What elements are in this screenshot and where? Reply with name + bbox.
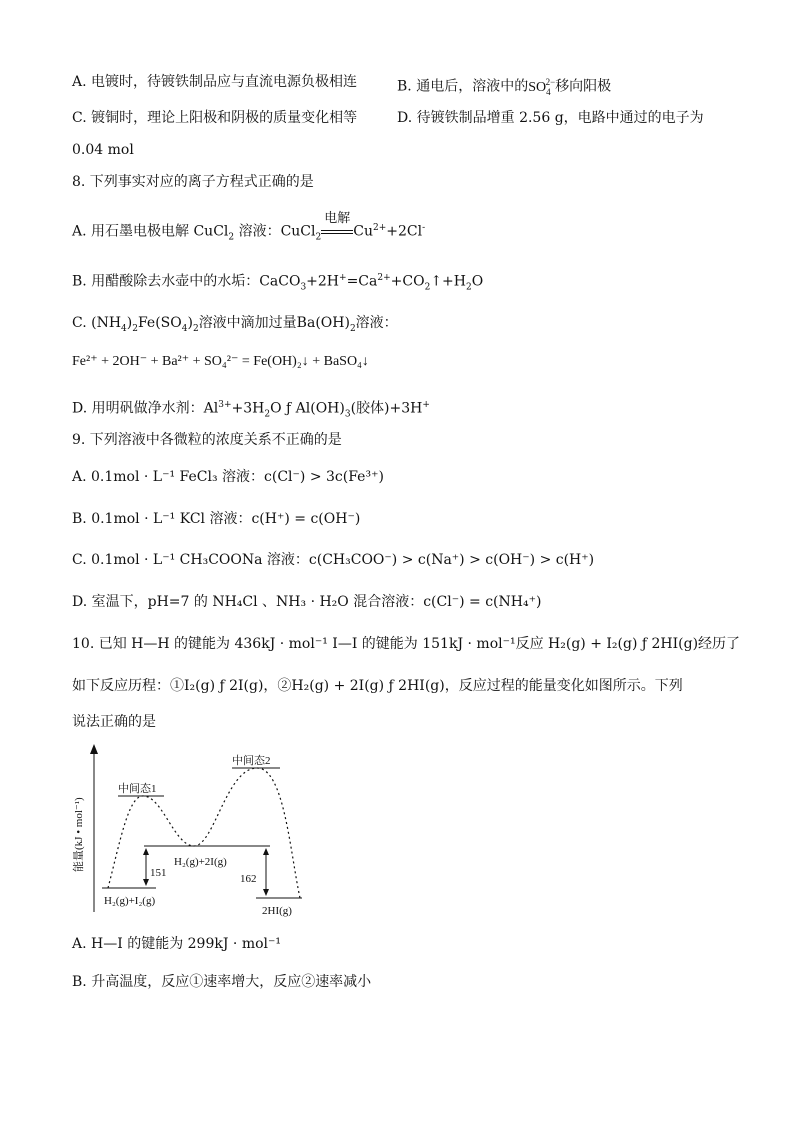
q8-option-c: C. $(NH_4)_2Fe(SO_4)_2$溶液中滴加过量$Ba(OH)_2$溶液： — [72, 315, 398, 334]
q9-option-d: D. 室温下，pH=7 的 NH₄Cl 、NH₃ · H₂O 混合溶液：c(Cl⁻) = c(NH₄⁺) — [72, 594, 542, 610]
gap1-label: 151 — [150, 867, 167, 879]
q7-option-d: D. 待镀铁制品增重 2.56 g，电路中通过的电子为 — [397, 110, 704, 126]
y-axis-label: 能量(kJ • mol⁻¹) — [73, 797, 85, 872]
right-state-label: 2HI(g) — [262, 905, 292, 917]
left-state-label: H₂(g)+I₂(g) — [104, 895, 156, 907]
q9-option-a: A. 0.1mol · L⁻¹ FeCl₃ 溶液：c(Cl⁻) > 3c(Fe³⁺) — [72, 469, 384, 485]
q8-option-d: D. 用明矾做净水剂：$Al^{3+}+3H_2O$ ƒ $Al(OH)_3$(胶体)+3H+ — [72, 400, 430, 420]
q7-option-a: A. 电镀时，待镀铁制品应与直流电源负极相连 — [72, 74, 358, 90]
inter1-label: 中间态1 — [118, 783, 157, 795]
q8-option-a: A. 用石墨电极电解 CuCl$_2$ 溶液：CuCl$_2$ 电解 $Cu^{2+}+2Cl^-$ — [72, 210, 426, 243]
q10-stem-line2: 如下反应历程：①I₂(g) ƒ 2I(g)，②H₂(g) + 2I(g) ƒ 2HI(g)，反应过程的能量变化如图所示。下列 — [72, 678, 683, 694]
mid-state-label: H₂(g)+2I(g) — [174, 856, 227, 868]
q7-option-d-cont: 0.04 mol — [72, 142, 134, 158]
q7-option-c: C. 镀铜时，理论上阳极和阴极的质量变化相等 — [72, 110, 358, 126]
energy-diagram — [70, 742, 320, 922]
gap2-label: 162 — [240, 873, 257, 885]
inter2-label: 中间态2 — [232, 755, 271, 767]
q10-stem-line3: 说法正确的是 — [72, 714, 156, 730]
q9-option-c: C. 0.1mol · L⁻¹ CH₃COONa 溶液：c(CH₃COO⁻) > c(Na⁺) > c(OH⁻) > c(H⁺) — [72, 552, 595, 568]
q7-option-b: B. 通电后，溶液中的$SO_4^{2-}$移向阳极 — [397, 77, 612, 97]
y-axis-arrow — [90, 744, 98, 754]
q10-option-b: B. 升高温度，反应①速率增大，反应②速率减小 — [72, 974, 372, 990]
q8-stem: 8. 下列事实对应的离子方程式正确的是 — [72, 174, 314, 190]
electrolysis-condition: 电解 — [321, 222, 353, 242]
q10-stem-line1: 10. 已知 H—H 的键能为 436kJ · mol⁻¹ I—I 的键能为 151kJ · mol⁻¹反应 H₂(g) + I₂(g) ƒ 2HI(g)经历了 — [72, 636, 741, 652]
q8-option-b: B. 用醋酸除去水壶中的水垢：$CaCO_3+2H^+=Ca^{2+}+CO_2↑+H_2O$ — [72, 273, 484, 293]
q9-stem: 9. 下列溶液中各微粒的浓度关系不正确的是 — [72, 432, 342, 448]
q10-option-a: A. H—I 的键能为 299kJ · mol⁻¹ — [72, 936, 282, 952]
q9-option-b: B. 0.1mol · L⁻¹ KCl 溶液：c(H⁺) = c(OH⁻) — [72, 511, 361, 527]
q8-option-c-equation: Fe²⁺ + 2OH⁻ + Ba²⁺ + SO₄²⁻ = Fe(OH)₂↓ + BaSO₄↓ — [72, 354, 369, 369]
